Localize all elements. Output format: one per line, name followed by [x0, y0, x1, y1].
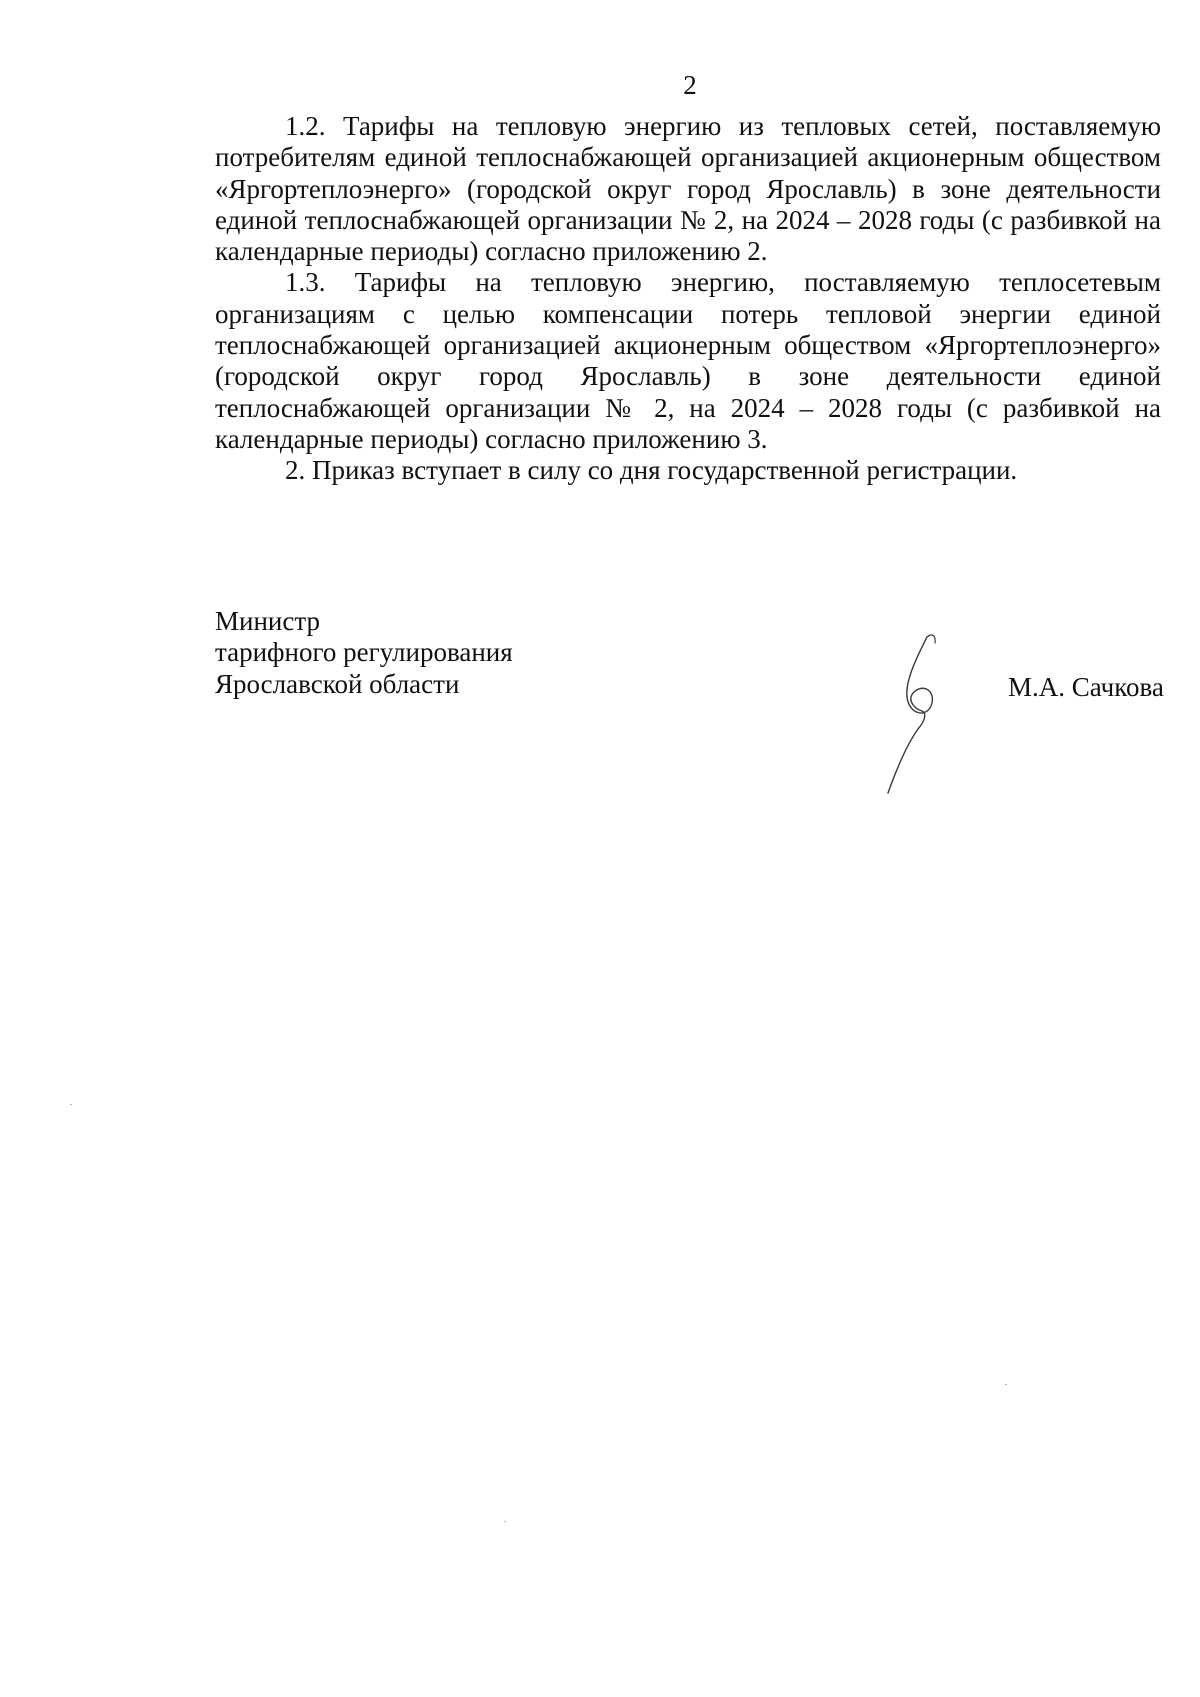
signatory-name: М.А. Сачкова	[1008, 672, 1164, 702]
page-number: 2	[683, 70, 697, 100]
paragraph-1-3: 1.3. Тарифы на тепловую энергию, поставляемую теплосетевым организациям с целью компенсации потерь тепловой энергии единой теплоснабжающей организацией акционерным обществом «Яргортеплоэнерго» (городской округ город Ярославль) в зоне деятельности единой теплоснабжающей организации № 2, на 2024 – 2028 годы (с разбивкой на календарные периоды) согласно приложению 3.	[215, 267, 1161, 454]
scan-speck	[504, 1521, 506, 1522]
document-body	[215, 111, 1161, 487]
handwritten-signature	[880, 625, 1010, 815]
paragraph-1-2: 1.2. Тарифы на тепловую энергию из тепловых сетей, поставляемую потребителям единой теплоснабжающей организацией акционерным обществом «Яргортеплоэнерго» (городской округ город Ярославль) в зоне деятельности единой теплоснабжающей организации № 2, на 2024 – 2028 годы (с разбивкой на календарные периоды) согласно приложению 2.	[215, 111, 1161, 267]
signatory-title-line: тарифного регулирования	[215, 637, 513, 668]
signatory-position	[215, 606, 513, 700]
paragraph-2: 2. Приказ вступает в силу со дня государственной регистрации.	[285, 455, 1018, 486]
scan-speck	[70, 1104, 72, 1105]
signatory-title-line: Ярославской области	[215, 668, 460, 699]
scan-speck	[1005, 1384, 1007, 1385]
signatory-title-line: Министр	[215, 606, 320, 636]
